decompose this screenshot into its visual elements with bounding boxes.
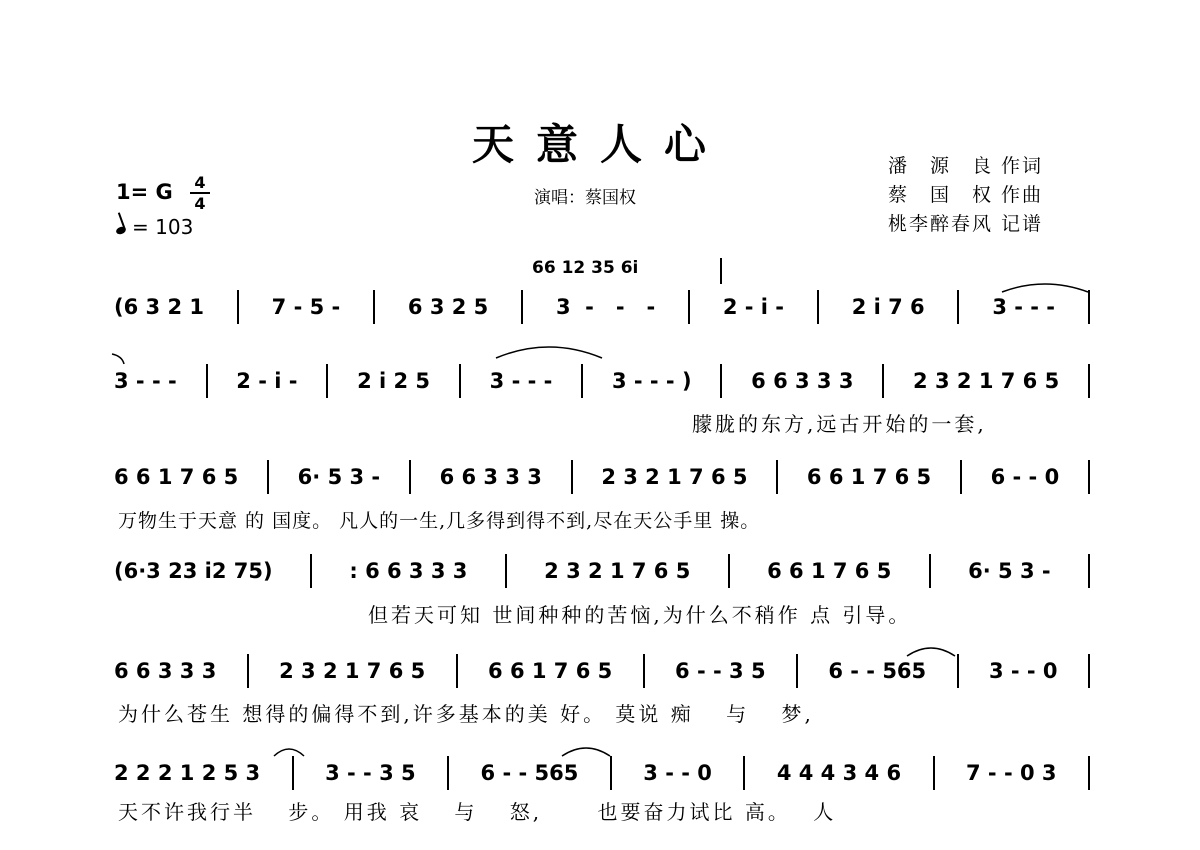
measure: 6 6 3 3 3 xyxy=(439,465,542,489)
tempo-value: = 103 xyxy=(132,215,194,239)
grace-notes: 66 12 35 6i xyxy=(532,258,639,278)
measure: 2 i 7 6 xyxy=(851,295,925,319)
barline xyxy=(267,460,269,494)
measure: 2 3 2 1 7 6 5 xyxy=(544,559,691,583)
measure: 6 - - 3 5 xyxy=(675,659,766,683)
key-signature: 1= G xyxy=(116,180,173,204)
music-line-6 xyxy=(114,756,1090,790)
measure: 2 3 2 1 7 6 5 xyxy=(279,659,426,683)
barline xyxy=(817,290,819,324)
barline xyxy=(1088,364,1090,398)
measure: 3 - - - xyxy=(555,295,656,319)
measure: (6·3 23 i2 75) xyxy=(114,559,273,583)
barline xyxy=(720,364,722,398)
barline xyxy=(581,364,583,398)
barline xyxy=(1088,290,1090,324)
measure: 6 6 1 7 6 5 xyxy=(806,465,932,489)
measure: 3 - - 0 xyxy=(643,761,712,785)
barline xyxy=(933,756,935,790)
measure: 2 2 2 1 2 5 3 xyxy=(114,761,261,785)
barline xyxy=(1088,554,1090,588)
tie-arc xyxy=(1000,280,1090,294)
measure: 2 - i - xyxy=(236,369,298,393)
measure: 6 6 1 7 6 5 xyxy=(767,559,892,583)
measure: 3 - - - xyxy=(489,369,553,393)
measure: 2 i 2 5 xyxy=(357,369,431,393)
measure: 6 - - 0 xyxy=(990,465,1060,489)
barline xyxy=(247,654,249,688)
lyrics-line-5: 为什么苍生 想得的偏得不到,许多基本的美 好。 莫说 痴 与 梦, xyxy=(118,702,814,726)
measure: (6 3 2 1 xyxy=(114,295,204,319)
barline xyxy=(929,554,931,588)
measure: 7 - - 0 3 xyxy=(966,761,1057,785)
barline xyxy=(728,554,730,588)
barline xyxy=(1088,654,1090,688)
barline xyxy=(326,364,328,398)
lyrics-line-4: 但若天可知 世间种种的苦恼,为什么不稍作 点 引导。 xyxy=(368,603,912,627)
lyricist-credit: 潘 源 良 作词 xyxy=(888,155,1044,177)
barline xyxy=(882,364,884,398)
barline xyxy=(776,460,778,494)
barline xyxy=(521,290,523,324)
music-line-4 xyxy=(114,554,1090,588)
time-signature-bottom: 4 xyxy=(194,194,206,213)
barline xyxy=(571,460,573,494)
barline xyxy=(743,756,745,790)
composer-credit: 蔡 国 权 作曲 xyxy=(888,184,1044,206)
time-signature xyxy=(190,174,210,212)
measure: 3 - - - xyxy=(114,369,177,393)
measure: 2 3 2 1 7 6 5 xyxy=(913,369,1060,393)
music-line-2 xyxy=(114,364,1090,398)
measure: 4 4 4 3 4 6 xyxy=(776,761,902,785)
measure: 3 - - - xyxy=(992,295,1056,319)
barline xyxy=(459,364,461,398)
tempo-marking xyxy=(116,215,193,239)
measure: 2 - i - xyxy=(722,295,785,319)
measure: 6 6 1 7 6 5 xyxy=(114,465,239,489)
measure: 6 - - 565 xyxy=(828,659,927,683)
transcriber-credit: 桃李醉春风 记谱 xyxy=(888,213,1044,235)
barline xyxy=(1088,460,1090,494)
barline xyxy=(505,554,507,588)
measure: 3 - - 3 5 xyxy=(325,761,416,785)
measure: : 6 6 3 3 3 xyxy=(349,559,468,583)
song-title: 天意人心 xyxy=(471,120,728,169)
music-line-1 xyxy=(114,290,1090,324)
lyrics-line-2: 朦胧的东方,远古开始的一套, xyxy=(692,412,987,436)
measure: 6· 5 3 - xyxy=(297,465,381,489)
measure: 6 3 2 5 xyxy=(407,295,489,319)
measure: 6 6 3 3 3 xyxy=(751,369,854,393)
measure: 2 3 2 1 7 6 5 xyxy=(601,465,748,489)
lyrics-line-6: 天不许我行半 步。 用我 哀 与 怒, 也要奋力试比 高。 人 xyxy=(118,800,837,824)
barline xyxy=(960,460,962,494)
barline xyxy=(643,654,645,688)
barline xyxy=(456,654,458,688)
measure: 7 - 5 - xyxy=(271,295,341,319)
measure: 6 6 1 7 6 5 xyxy=(488,659,613,683)
barline xyxy=(957,290,959,324)
lyrics-line-3: 万物生于天意 的 国度。 凡人的一生,几多得到得不到,尽在天公手里 操。 xyxy=(118,510,761,532)
barline xyxy=(409,460,411,494)
measure: 6 - - 565 xyxy=(480,761,579,785)
barline xyxy=(957,654,959,688)
barline xyxy=(292,756,294,790)
measure: 6· 5 3 - xyxy=(968,559,1051,583)
time-signature-top: 4 xyxy=(194,173,206,192)
barline xyxy=(1088,756,1090,790)
music-line-5 xyxy=(114,654,1090,688)
measure: 3 - - - ) xyxy=(611,369,692,393)
barline xyxy=(206,364,208,398)
barline xyxy=(373,290,375,324)
singer-credit: 演唱：蔡国权 xyxy=(534,188,636,208)
quarter-note-icon xyxy=(115,226,127,236)
measure: 3 - - 0 xyxy=(988,659,1058,683)
tie-arc xyxy=(494,342,604,360)
barline xyxy=(310,554,312,588)
barline xyxy=(796,654,798,688)
barline xyxy=(237,290,239,324)
barline xyxy=(447,756,449,790)
measure: 6 6 3 3 3 xyxy=(114,659,217,683)
grace-barline xyxy=(720,258,722,284)
music-line-3 xyxy=(114,460,1090,494)
barline xyxy=(610,756,612,790)
barline xyxy=(688,290,690,324)
